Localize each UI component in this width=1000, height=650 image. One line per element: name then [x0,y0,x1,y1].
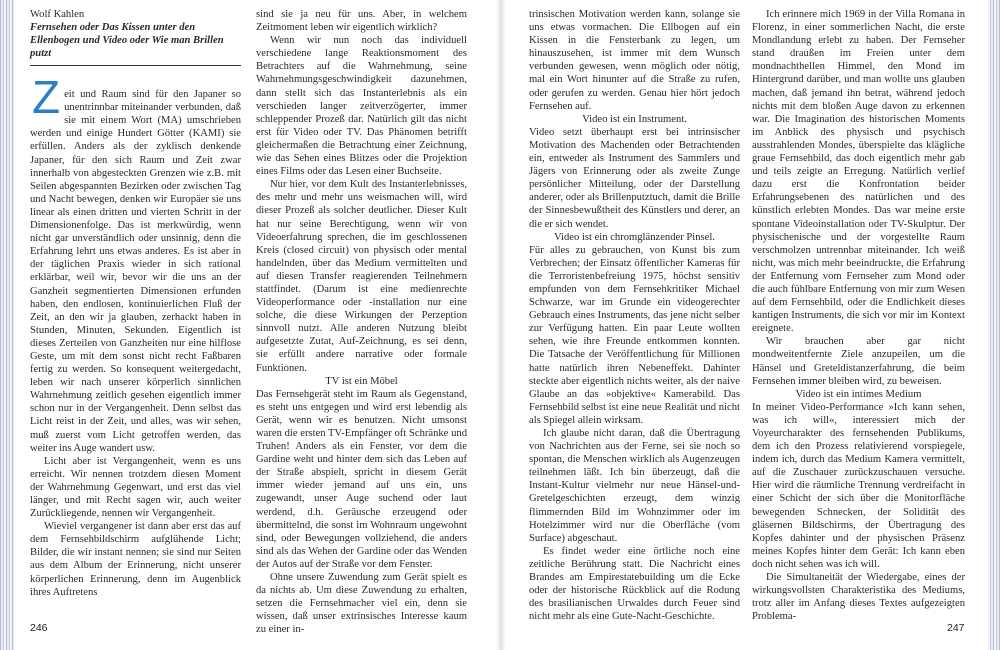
section-heading: Video ist ein chromglänzender Pinsel. [554,231,715,243]
section-heading: Video ist ein Instrument. [582,113,687,125]
left-page-column-2 [256,8,467,636]
paragraph: eit und Raum sind für den Japaner so unentrinnbar miteinander verbunden, daß sie mit einem Wort (MA) umschrieben werden und einige Hundert Götter (KAMI) sie erfüllen. Anders als der zyklisch denkende Japaner, für den sich Raum und Zeit zwar innerhalb von abgesteckten Grenzen wie z.B. mit Seilen abgespannten Bezirken oder zwischen Tag und Nacht bewegen, denken wir Europäer sie uns linear als einen dritten und vierten Schritt in der Dimensionenfolge. Das ist merkwürdig, wenn nicht gar unverständlich oder unsinnig, denn die Erfahrung lehrt uns etwas anderes. Es ist aber in der täglichen Praxis wieder in sich rational erklärbar, weil wir, bevor wir die uns an der Ganzheit segmentierten Dimensionen erfunden haben, den endlosen, kontinuierlichen Fluß der Zeit, an den wir ja glauben, zerhackt haben in Stunden, Minuten, Sekunden. Eigentlich ist dieses Zerteilen von Ganzheiten nur eine hilflose Geste, um mit dem sonst nicht recht Faßbaren fertig zu werden. So konsequent weitergedacht, leben wir nach unserer körperlich sinnlichen Wahrnehmung zeitlich gesehen eigentlich immer schon nur in der Vergangenheit. Denn selbst das Licht reist in der Zeit, und alles, was wir sehen, muß zuerst vom Licht getroffen werden, das weiter ins Auge wandert usw. [30,89,241,454]
page-number-left: 246 [30,622,48,634]
section-heading: TV ist ein Möbel [325,375,398,387]
author-name: Wolf Kahlen [30,9,85,20]
paragraph: Das Fernsehgerät steht im Raum als Gegenstand, es steht uns entgegen und wird erst lebendig als Gerät, wenn wir es benutzen. Nicht umsonst waren die ersten TV-Empfänger oft Schränke und Truhen! Anders als ein Fenster, vor dem die Gardine weht und hinter dem sich das Leben auf der Straße abspielt, spricht in diesem Gerät immer wieder jemand auf uns ein, uns zugewandt, unser Auge suchend oder laut werdend, d.h. Geräusche erzeugend oder übermittelnd, die sonst im Wohnraum ungewohnt sind, oder Bewegungen vollziehend, die anders sind als das Wehen der Gardine oder das Wenden der Autos auf der Straße vor dem Fenster. [256,388,467,570]
section-heading: Video ist ein intimes Medium [795,388,922,400]
paragraph: Ohne unsere Zuwendung zum Gerät spielt es da nichts ab. Um diese Zuwendung zu erhalten, setzen die Fernsehmacher viel ein, denn sie wissen, daß unser extrinsisches Interesse kaum zu einer in- [256,572,467,636]
paragraph: Wieviel vergangener ist dann aber erst das auf dem Fernsehbildschirm aufglühende Licht; Bilder, die wir instant nennen; sie sind nur Seiten aus dem Album der Erinnerung, nicht unserer körperlichen Erinnerung, denn im Augenblick ihres Auftretens [30,521,241,598]
paragraph: Wenn wir nun noch das individuell verschiedene lange Reaktionsmoment des Betrachters auf die Wahrnehmung, seine Wahrnehmungsgeschwindigkeit dazunehmen, dann stellt sich das Instanterlebnis als ein verschieden langer zeitverzögerter, immer schleppender Prozeß dar. Natürlich gilt das nicht erst für Video oder TV. Das Phänomen betrifft gleichermaßen die Betrachtung einer Zeichnung, wie das Sehen eines Blitzes oder die Projektion eines Films oder das Lesen einer Buchseite. [256,35,467,178]
paragraph: Ich glaube nicht daran, daß die Übertragung von Nachrichten aus der Ferne, sei sie noch so spontan, die Menschen wirklich als Augenzeugen teilnehmen läßt. Ich bin überzeugt, daß die Instant-Kultur vielmehr nur neue Hänsel-und-Gretelgeschichten erzeugt, dem winzig flimmernden Bild im Wohnzimmer oder im Hotelzimmer wird nur die Oberfläche (vom Surface) abgeschaut. [529,428,740,544]
paragraph: Wir brauchen aber gar nicht mondweitentfernte Ziele anzupeilen, um die Hänsel und Greteldistanzerfahrung, die beim Fernsehen immer bleiben wird, zu beweisen. [752,336,965,387]
drop-cap: Z [32,71,61,124]
paragraph: Für alles zu gebrauchen, von Kunst bis zum Verbrechen; der Einsatz öffentlicher Kameras für die Terroristenbefreiung 1975, höchst sensitiv empfunden von dem Fernsehkritiker Michael Schwarze, war im Grunde ein videogerechter Gebrauch eines Instruments, das jene nicht selber zur Verfügung hatten. Ein paar Leute wollten sehen, wie ihre Freunde entkommen konnten. Die Tatsache der Veröffentlichung für Millionen hatte natürlich ihren Nebeneffekt. Dahinter steckte aber eigentlich nichts weiter, als der naive Glaube an das »objektive« Kamerabild. Das Fernsehbild selbst ist eine neue Realität und nicht als Spiegel allein wirksam. [529,244,740,426]
page-edge-left [0,0,14,650]
paragraph: Nur hier, vor dem Kult des Instanterlebnisses, des mehr und mehr uns weismachen will, wird dieser Prozeß als solcher deutlicher. Dieser Kult hat nur seine Berechtigung, wenn wir von Videoerfahrung sprechen, die im geschlossenen Kreis (closed circuit) von physisch oder mental handelnden, über das Medium vermittelten und auf diesen Transfer reagierenden Teilnehmern stattfindet. (Darum ist eine medienrechte Videoperformance oder -installation nur eine solche, die diese Wirkungen der Perzeption sinnvoll nutzt. Alle anderen Nutzung bleibt aufgesetzte Zutat, Auf-Zeichnung, es sei denn, sie erfüllt andere narrative oder formale Funktionen. [256,179,467,374]
article-title: Fernsehen oder Das Kissen unter den Ellenbogen und Video oder Wie man Brillen putzt [30,21,241,66]
paragraph: Licht aber ist Vergangenheit, wenn es uns erreicht. Wir nennen trotzdem diesen Moment der Wahrnehmung Gegenwart, und erst das viel länger, und mit Recht sagen wir, auch weiter Zurückliegende, nennen wir Vergangenheit. [30,455,241,520]
paragraph: Ich erinnere mich 1969 in der Villa Romana in Florenz, in einer sommerlichen Nacht, die erste Mondlandung erlebt zu haben. Der Fernseher stand draußen im Freien unter dem mondnachthellen Himmel, den Mond im Hintergrund darüber, und man wollte uns glauben machen, daß jemand ihn betrat, während jedoch nichts mit dem bloßen Auge davon zu erkennen war. Die Imagination des historischen Moments im Anblick des physisch und psychisch ausstrahlenden Mondes, überspielte das klägliche graue Fernsehbild, das doch eigentlich mehr gab und teils zeigte an Erregung. Natürlich verlief dazu erst die Konfrontation beider Erfahrungsebenen des natürlichen und des künstlich erlebten Mondes. Das war meine erste spontane Videoinstallation oder TV-Skulptur. Der physischenische und der vorgestellte Raum verschmolzen untrennbar miteinander. Ich weiß nicht, was mich mehr beeindruckte, die Erfahrung der Entfernung vom Fernseher zum Mond oder die auch fühlbare Entfernung von mir zum Wesen auf dem Fernsehbild, oder die Endlichkeit dieses kantigen Instruments, die sich vor mir im Kontext ereignete. [752,9,965,335]
paragraph: Es findet weder eine örtliche noch eine zeitliche Berührung statt. Die Nachricht eines Brandes am Empirestatebuilding um die Ecke oder der historische Rückblick auf die Rodung des brasilianischen Urwaldes durch Feuer sind nicht mehr als eine Gute-Nacht-Geschichte. [529,545,740,623]
paragraph: trinsischen Motivation werden kann, solange sie uns etwas vormachen. Die Ellbogen auf ein Kissen in die Fensterbank zu legen, um hinauszusehen, ist immer mit dem Wunsch verbunden gewesen, wenn möglich oder nötig, mal ein Wort hinunter auf die Straße zu rufen, oder gerufen zu werden. Genau hier hört jedoch Fernsehen auf. [529,9,740,112]
right-page-column-2 [752,8,965,623]
right-page-column-1 [529,8,740,623]
paragraph: Die Simultaneität der Wiedergabe, eines der wirkungsvollsten Charakteristika des Mediums, trotz aller im Anfang dieses Textes aufgezeigten Problema- [752,572,965,623]
left-page-column-1 [30,8,241,608]
book-gutter [496,0,506,650]
paragraph: Video setzt überhaupt erst bei intrinsischer Motivation des Machenden oder Betrachtenden ein, entweder als Instrument des Sammlers und Jägers von Erinnerung oder als zweite Zunge persönlicher Mitteilung, oder der Darstellung anderer, oder als Brillenputztuch, damit die Brille der Sinnesbewußtheit des Künstlers und derer, an die er sich wendet. [529,126,740,230]
paragraph: sind sie ja neu für uns. Aber, in welchem Zeitmoment leben wir eigentlich wirklich? [256,9,467,34]
paragraph: In meiner Video-Performance »Ich kann sehen, was ich will«, interessiert mich der Voyeurcharakter des fernsehenden Publikums, dem ich den Prozess relativierend vorspiegele, indem ich, durch das Medium Kamera vermittelt, auf die Zuschauer zurückzuschauen versuche. Hier wird die räumliche Trennung verdreifacht in einer Schicht der sich über die Monitorfläche bewegenden Schnecken, der Solidität des gläsernen Bildschirms, der Übertragung des Kopfes dahinter und der physischen Präsenz meines Kopfes hinter dem Gerät: Ich kann eben doch nicht sehen was ich will. [752,401,965,570]
page-edge-right [988,0,1000,650]
page-number-right: 247 [947,622,965,634]
